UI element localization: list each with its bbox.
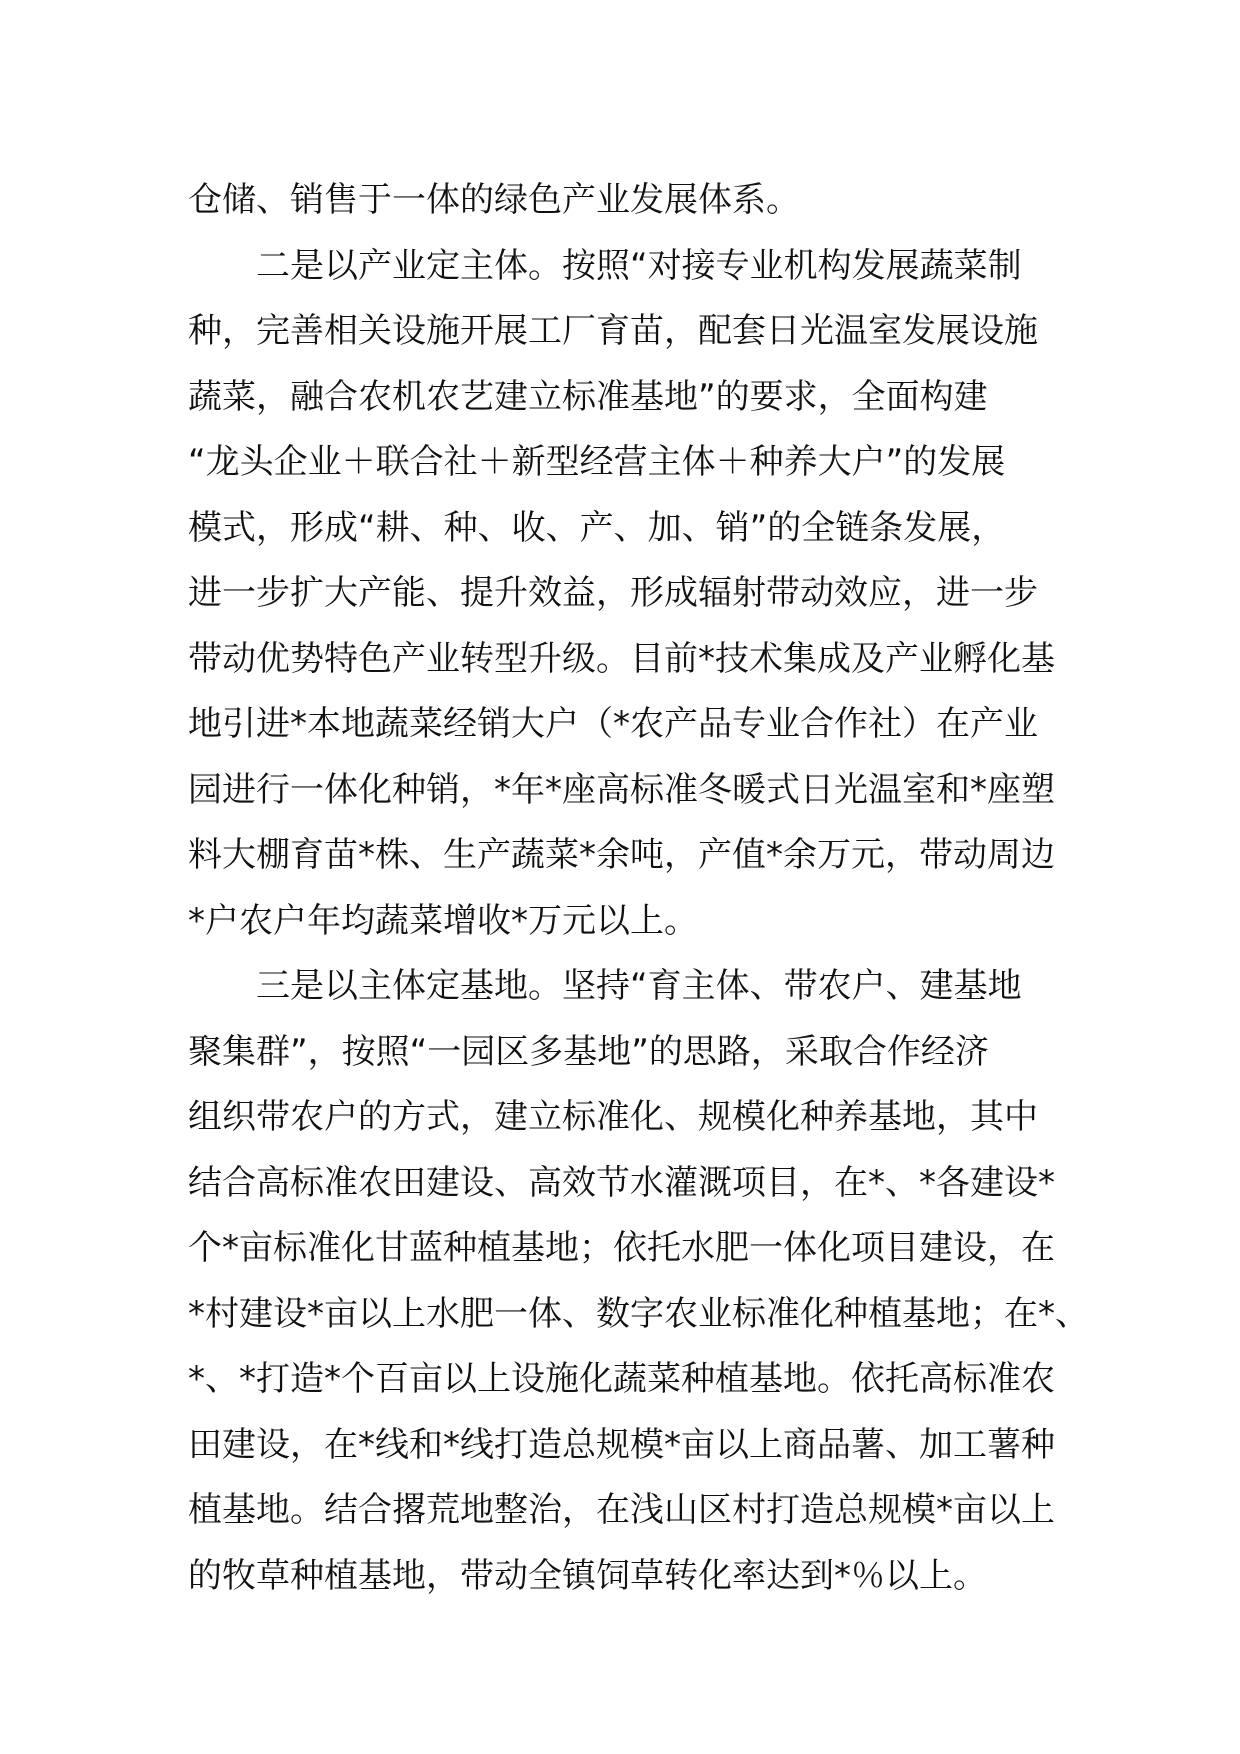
text-line: 植基地。结合撂荒地整治，在浅山区村打造总规模*亩以上	[188, 1490, 1055, 1530]
body-text	[188, 168, 1088, 1609]
text-line: 仓储、销售于一体的绿色产业发展体系。	[188, 180, 800, 220]
text-line: *户农户年均蔬菜增收*万元以上。	[188, 900, 698, 941]
text-line: 园进行一体化种销，*年*座高标准冬暖式日光温室和*座塑	[188, 769, 1055, 810]
text-line: 二是以产业定主体。按照“对接专业机构发展蔬菜制	[188, 245, 1022, 286]
text-line: 料大棚育苗*株、生产蔬菜*余吨，产值*余万元，带动周边	[188, 835, 1055, 875]
text-line: 个*亩标准化甘蓝种植基地；依托水肥一体化项目建设，在	[188, 1228, 1055, 1268]
text-line: 蔬菜，融合农机农艺建立标准基地”的要求，全面构建	[188, 376, 988, 417]
text-line: *、*打造*个百亩以上设施化蔬菜种植基地。依托高标准农	[188, 1359, 1055, 1399]
text-line: 三是以主体定基地。坚持“育主体、带农户、建基地	[188, 966, 1022, 1006]
text-line: 进一步扩大产能、提升效益，形成辐射带动效应，进一步	[188, 573, 1038, 613]
text-line: *村建设*亩以上水肥一体、数字农业标准化种植基地；在*、	[188, 1293, 1089, 1334]
text-line: 田建设，在*线和*线打造总规模*亩以上商品薯、加工薯种	[188, 1424, 1055, 1465]
text-line: 组织带农户的方式，建立标准化、规模化种养基地，其中	[188, 1097, 1038, 1137]
text-line: 带动优势特色产业转型升级。目前*技术集成及产业孵化基	[188, 638, 1055, 679]
text-line: 聚集群”，按照“一园区多基地”的思路，采取合作经济	[188, 1031, 989, 1072]
text-line: 结合高标准农田建设、高效节水灌溉项目，在*、*各建设*	[188, 1162, 1055, 1203]
text-line: “龙头企业＋联合社＋新型经营主体＋种养大户”的发展	[188, 442, 1006, 482]
text-line: 的牧草种植基地，带动全镇饲草转化率达到*％以上。	[188, 1555, 987, 1596]
text-line: 地引进*本地蔬菜经销大户（*农产品专业合作社）在产业	[188, 704, 1038, 744]
text-line: 模式，形成“耕、种、收、产、加、销”的全链条发展，	[188, 507, 1006, 548]
text-line: 种，完善相关设施开展工厂育苗，配套日光温室发展设施	[188, 311, 1038, 351]
